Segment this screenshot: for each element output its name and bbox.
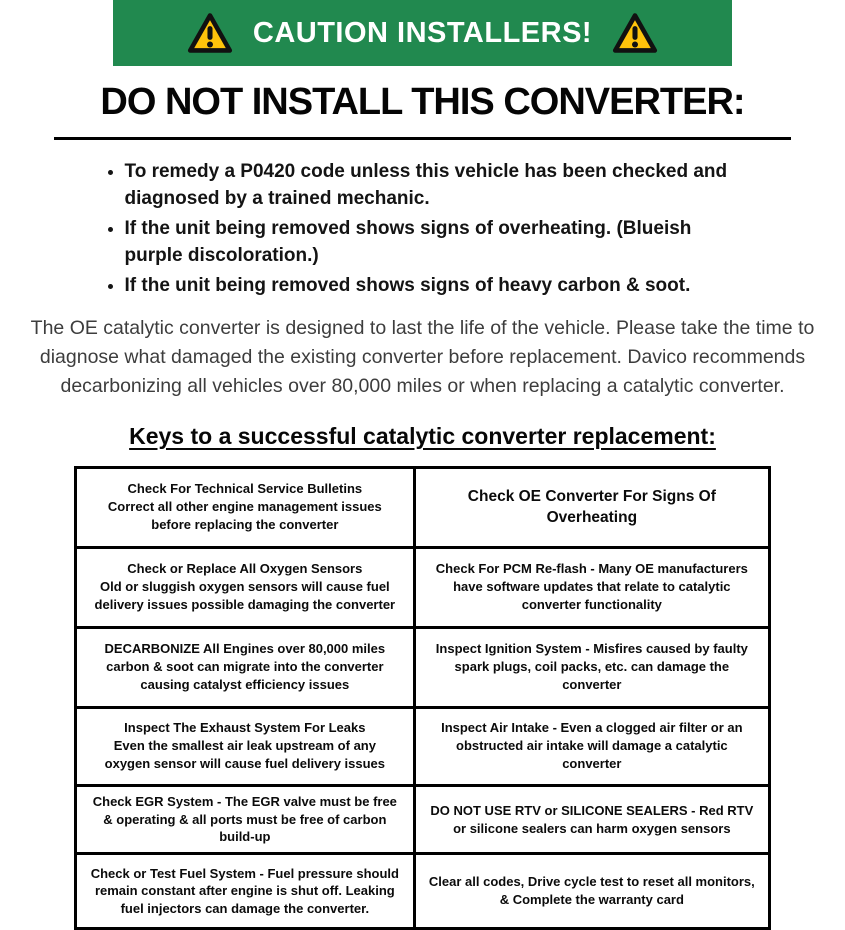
cell-text: Correct all other engine management issues before replacing the converter [107, 499, 382, 533]
page-title: DO NOT INSTALL THIS CONVERTER: [100, 81, 745, 123]
cell-text: Check For PCM Re-flash - Many OE manufacturers have software updates that relate to catalytic converter functionality [435, 561, 748, 613]
keys-table [74, 466, 771, 930]
table-cell-left [76, 854, 415, 929]
warning-triangle-icon [612, 12, 658, 54]
table-cell-left [76, 627, 415, 707]
cell-text: Clear all codes, Drive cycle test to reset all monitors, & Complete the warranty card [428, 874, 755, 908]
table-cell-right [414, 785, 769, 854]
cell-text: Inspect The Exhaust System For Leaks [124, 720, 366, 736]
intro-paragraph: The OE catalytic converter is designed to last the life of the vehicle. Please take the time to diagnose what damaged the existing converter before replacement. Davico recommends decarbonizing all vehicles over 80,000 miles or when replacing a catalytic converter. [30, 316, 815, 398]
warning-bullet-list [103, 159, 743, 300]
caution-banner [113, 0, 732, 66]
table-row [76, 547, 770, 627]
table-cell-right [414, 854, 769, 929]
cell-text: DO NOT USE RTV or SILICONE SEALERS - Red RTV or silicone sealers can harm oxygen sensors [430, 802, 754, 836]
table-heading: Keys to a successful catalytic converter replacement: [129, 422, 716, 449]
list-item: • If the unit being removed shows signs of heavy carbon & soot. [125, 273, 743, 300]
table-cell-right [414, 547, 769, 627]
warning-triangle-icon [187, 12, 233, 54]
cell-text: Check OE Converter For Signs Of Overheating [467, 487, 716, 527]
table-cell-left [76, 547, 415, 627]
table-cell-left [76, 707, 415, 785]
table-row [76, 854, 770, 929]
cell-text: DECARBONIZE All Engines over 80,000 miles carbon & soot can migrate into the converter causing catalyst efficiency issues [104, 641, 386, 693]
table-cell-right [414, 467, 769, 547]
cell-text: Check EGR System - The EGR valve must be free & operating & all ports must be free of carbon build-up [92, 793, 397, 845]
cell-text: Check For Technical Service Bulletins [127, 481, 363, 497]
list-item: • If the unit being removed shows signs of overheating. (Blueish purple discoloration.) [125, 216, 743, 270]
table-row [76, 627, 770, 707]
cell-text: Inspect Air Intake - Even a clogged air filter or an obstructed air intake will damage a catalytic converter [441, 720, 743, 772]
table-row [76, 707, 770, 785]
cell-text: Check or Replace All Oxygen Sensors [127, 561, 363, 577]
table-cell-left [76, 467, 415, 547]
table-row [76, 467, 770, 547]
heading-divider [54, 137, 791, 140]
cell-text: Old or sluggish oxygen sensors will cause fuel delivery issues possible damaging the converter [94, 579, 396, 613]
list-item: • To remedy a P0420 code unless this vehicle has been checked and diagnosed by a trained mechanic. [125, 159, 743, 213]
table-cell-left [76, 785, 415, 854]
keys-table-body [76, 467, 770, 929]
table-cell-right [414, 707, 769, 785]
table-cell-right [414, 627, 769, 707]
cell-text: Even the smallest air leak upstream of any oxygen sensor will cause fuel delivery issues [104, 738, 386, 772]
table-row [76, 785, 770, 854]
cell-text: Inspect Ignition System - Misfires caused by faulty spark plugs, coil packs, etc. can damage the converter [435, 641, 748, 693]
cell-text: Check or Test Fuel System - Fuel pressure should remain constant after engine is shut off. Leaking fuel injectors can damage the converter. [90, 865, 399, 917]
banner-title: CAUTION INSTALLERS! [252, 16, 593, 49]
